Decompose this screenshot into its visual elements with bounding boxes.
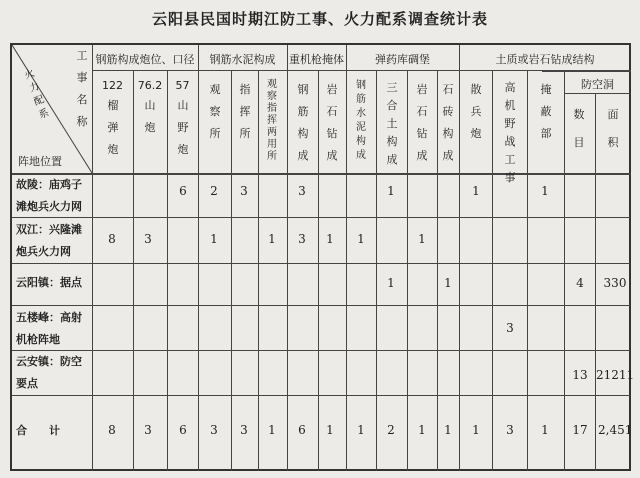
group-mg-bunker: 重机枪掩体 bbox=[289, 53, 344, 66]
table-cell: 21211 bbox=[596, 368, 635, 382]
table-cell: 330 bbox=[603, 276, 627, 290]
col-mg-steel: 钢筋构成 bbox=[297, 83, 309, 162]
row-location: 故陵：庙鸡子滩炮兵火力网 bbox=[16, 178, 82, 213]
col-howitzer: 榴弹炮 bbox=[107, 99, 119, 156]
table-cell: 3 bbox=[144, 232, 152, 246]
table-cell: 8 bbox=[108, 423, 116, 437]
table-cell: 1 bbox=[418, 423, 426, 437]
table-cell: 13 bbox=[572, 368, 588, 382]
table-cell: 1 bbox=[472, 423, 480, 437]
table-cell: 1 bbox=[541, 184, 549, 198]
table-cell: 2 bbox=[387, 423, 395, 437]
row-location: 云安镇：防空要点 bbox=[16, 355, 82, 390]
group-earth-rock: 土质或岩石钻成结构 bbox=[495, 53, 595, 66]
col-ammo-concrete: 钢筋水泥构成 bbox=[356, 80, 366, 161]
table-cell: 3 bbox=[210, 423, 218, 437]
table-cell: 3 bbox=[506, 321, 514, 335]
table-cell: 17 bbox=[572, 423, 588, 437]
corner-bottom-label: 阵地位置 bbox=[18, 155, 62, 168]
table-cell: 1 bbox=[418, 232, 426, 246]
group-ammo-bunker: 弹药库碉堡 bbox=[375, 53, 430, 66]
col-mountain-gun-caliber: 76.2 bbox=[137, 79, 163, 92]
table-cell: 2,451 bbox=[598, 423, 633, 437]
col-shelter: 掩蔽部 bbox=[540, 83, 552, 140]
col-howitzer-caliber: 122 bbox=[102, 79, 123, 92]
table-cell: 1 bbox=[444, 276, 452, 290]
col-ammo-mortar: 三合土构成 bbox=[386, 81, 398, 166]
group-artillery: 钢筋构成炮位、口径 bbox=[95, 53, 195, 66]
table-cell: 3 bbox=[240, 184, 248, 198]
col-ammo-brick: 石砖构成 bbox=[442, 83, 454, 162]
table-cell: 2 bbox=[210, 184, 218, 198]
table-cell: 1 bbox=[268, 423, 276, 437]
table-cell: 1 bbox=[326, 423, 334, 437]
col-mountain-gun: 山炮 bbox=[144, 99, 156, 134]
table-cell: 1 bbox=[210, 232, 218, 246]
table-cell: 3 bbox=[298, 184, 306, 198]
col-skirmisher: 散兵炮 bbox=[470, 83, 482, 140]
col-field-gun-caliber: 57 bbox=[175, 79, 190, 92]
group-concrete: 钢筋水泥构成 bbox=[209, 53, 276, 66]
row-location: 合计 bbox=[16, 424, 82, 437]
table-cell: 3 bbox=[506, 423, 514, 437]
col-count: 数目 bbox=[573, 108, 585, 149]
col-observation-post: 观察所 bbox=[209, 83, 221, 140]
table-cell: 6 bbox=[179, 423, 187, 437]
table-cell: 6 bbox=[179, 184, 187, 198]
row-location: 五楼峰：高射机枪阵地 bbox=[16, 311, 82, 346]
row-location: 双江：兴隆滩炮兵火力网 bbox=[16, 223, 82, 258]
row-location: 云阳镇：据点 bbox=[16, 276, 82, 289]
col-area: 面积 bbox=[607, 108, 619, 149]
col-mg-rock: 岩石钻成 bbox=[326, 83, 338, 162]
table-cell: 3 bbox=[144, 423, 152, 437]
table-cell: 1 bbox=[444, 423, 452, 437]
table-title: 云阳县民国时期江防工事、火力配系调查统计表 bbox=[151, 10, 488, 28]
table-cell: 1 bbox=[387, 276, 395, 290]
table-cell: 1 bbox=[326, 232, 334, 246]
col-command-post: 指挥所 bbox=[239, 83, 251, 140]
table-cell: 1 bbox=[387, 184, 395, 198]
table-cell: 4 bbox=[576, 276, 584, 290]
col-dual-post: 观察指挥两用所 bbox=[267, 79, 277, 162]
table-cell: 3 bbox=[298, 232, 306, 246]
group-air-raid-shelter: 防空洞 bbox=[581, 78, 614, 91]
table-cell: 1 bbox=[268, 232, 276, 246]
table-cell: 1 bbox=[541, 423, 549, 437]
col-aa-field-works: 高机野战工事 bbox=[504, 81, 516, 184]
survey-table bbox=[10, 43, 635, 471]
corner-left-label: 火力配系 bbox=[23, 67, 51, 122]
corner-top-label: 工事名称 bbox=[76, 49, 88, 128]
col-field-gun: 山野炮 bbox=[177, 99, 189, 156]
col-ammo-rock: 岩石钻成 bbox=[416, 83, 428, 162]
table-cell: 1 bbox=[472, 184, 480, 198]
table-cell: 6 bbox=[298, 423, 306, 437]
table-cell: 3 bbox=[240, 423, 248, 437]
table-cell: 1 bbox=[357, 232, 365, 246]
table-cell: 8 bbox=[108, 232, 116, 246]
table-cell: 1 bbox=[357, 423, 365, 437]
